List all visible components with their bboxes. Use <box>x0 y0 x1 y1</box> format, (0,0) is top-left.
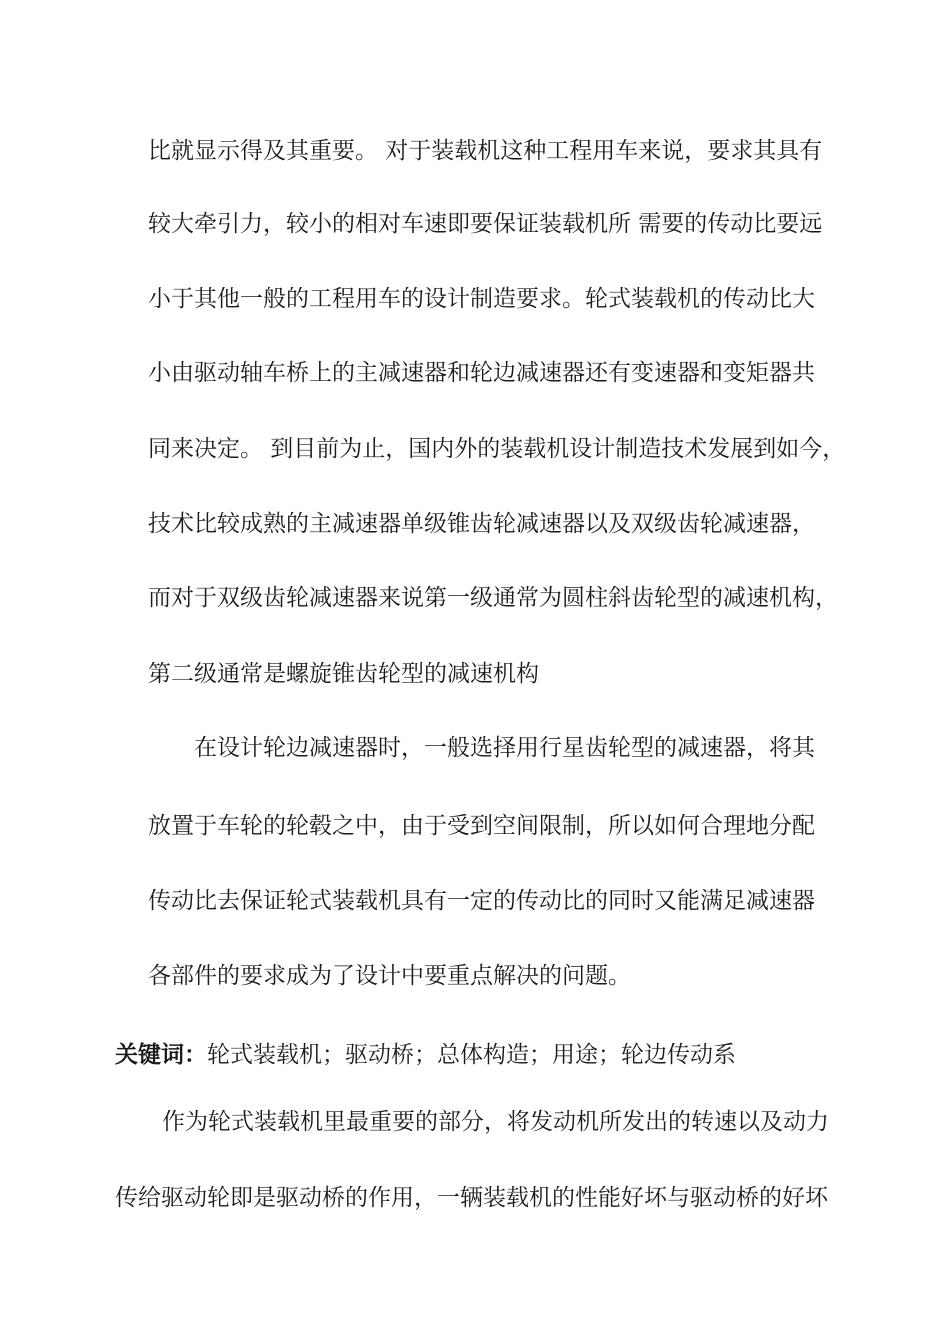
paragraph1-line-6: 技术比较成熟的主减速器单级锥齿轮减速器以及双级齿轮减速器， <box>148 511 815 537</box>
paragraph1-line-4: 小由驱动轴车桥上的主减速器和轮边减速器还有变速器和变矩器共 <box>148 360 815 386</box>
paragraph1-line-2: 较大牵引力，较小的相对车速即要保证装载机所 需要的传动比要远 <box>148 211 823 237</box>
paragraph1-line-5: 同来决定。 到目前为止，国内外的装载机设计制造技术发展到如今， <box>148 436 846 462</box>
paragraph2-line-3: 传动比去保证轮式装载机具有一定的传动比的同时又能满足减速器 <box>148 888 815 914</box>
paragraph1-line-8: 第二级通常是螺旋锥齿轮型的减速机构 <box>148 661 539 687</box>
keywords-label: 关键词： <box>115 1042 207 1068</box>
paragraph2-line-2: 放置于车轮的轮毂之中，由于受到空间限制，所以如何合理地分配 <box>148 813 815 839</box>
paragraph2-line-1: 在设计轮边减速器时，一般选择用行星齿轮型的减速器，将其 <box>194 735 815 761</box>
paragraph1-line-7: 而对于双级齿轮减速器来说第一级通常为圆柱斜齿轮型的减速机构， <box>148 585 838 611</box>
keywords-text: 轮式装载机；驱动桥；总体构造；用途；轮边传动系 <box>207 1042 736 1068</box>
paragraph1-line-1: 比就显示得及其重要。 对于装载机这种工程用车来说，要求其具有 <box>148 138 823 164</box>
paragraph2-line-4: 各部件的要求成为了设计中要重点解决的问题。 <box>148 963 631 989</box>
paragraph3-line-1: 作为轮式装载机里最重要的部分，将发动机所发出的转速以及动力 <box>162 1109 829 1135</box>
paragraph1-line-3: 小于其他一般的工程用车的设计制造要求。轮式装载机的传动比大 <box>148 286 815 312</box>
keywords-line <box>115 1040 736 1070</box>
paragraph3-line-2: 传给驱动轮即是驱动桥的作用，一辆装载机的性能好坏与驱动桥的好坏 <box>115 1185 828 1211</box>
